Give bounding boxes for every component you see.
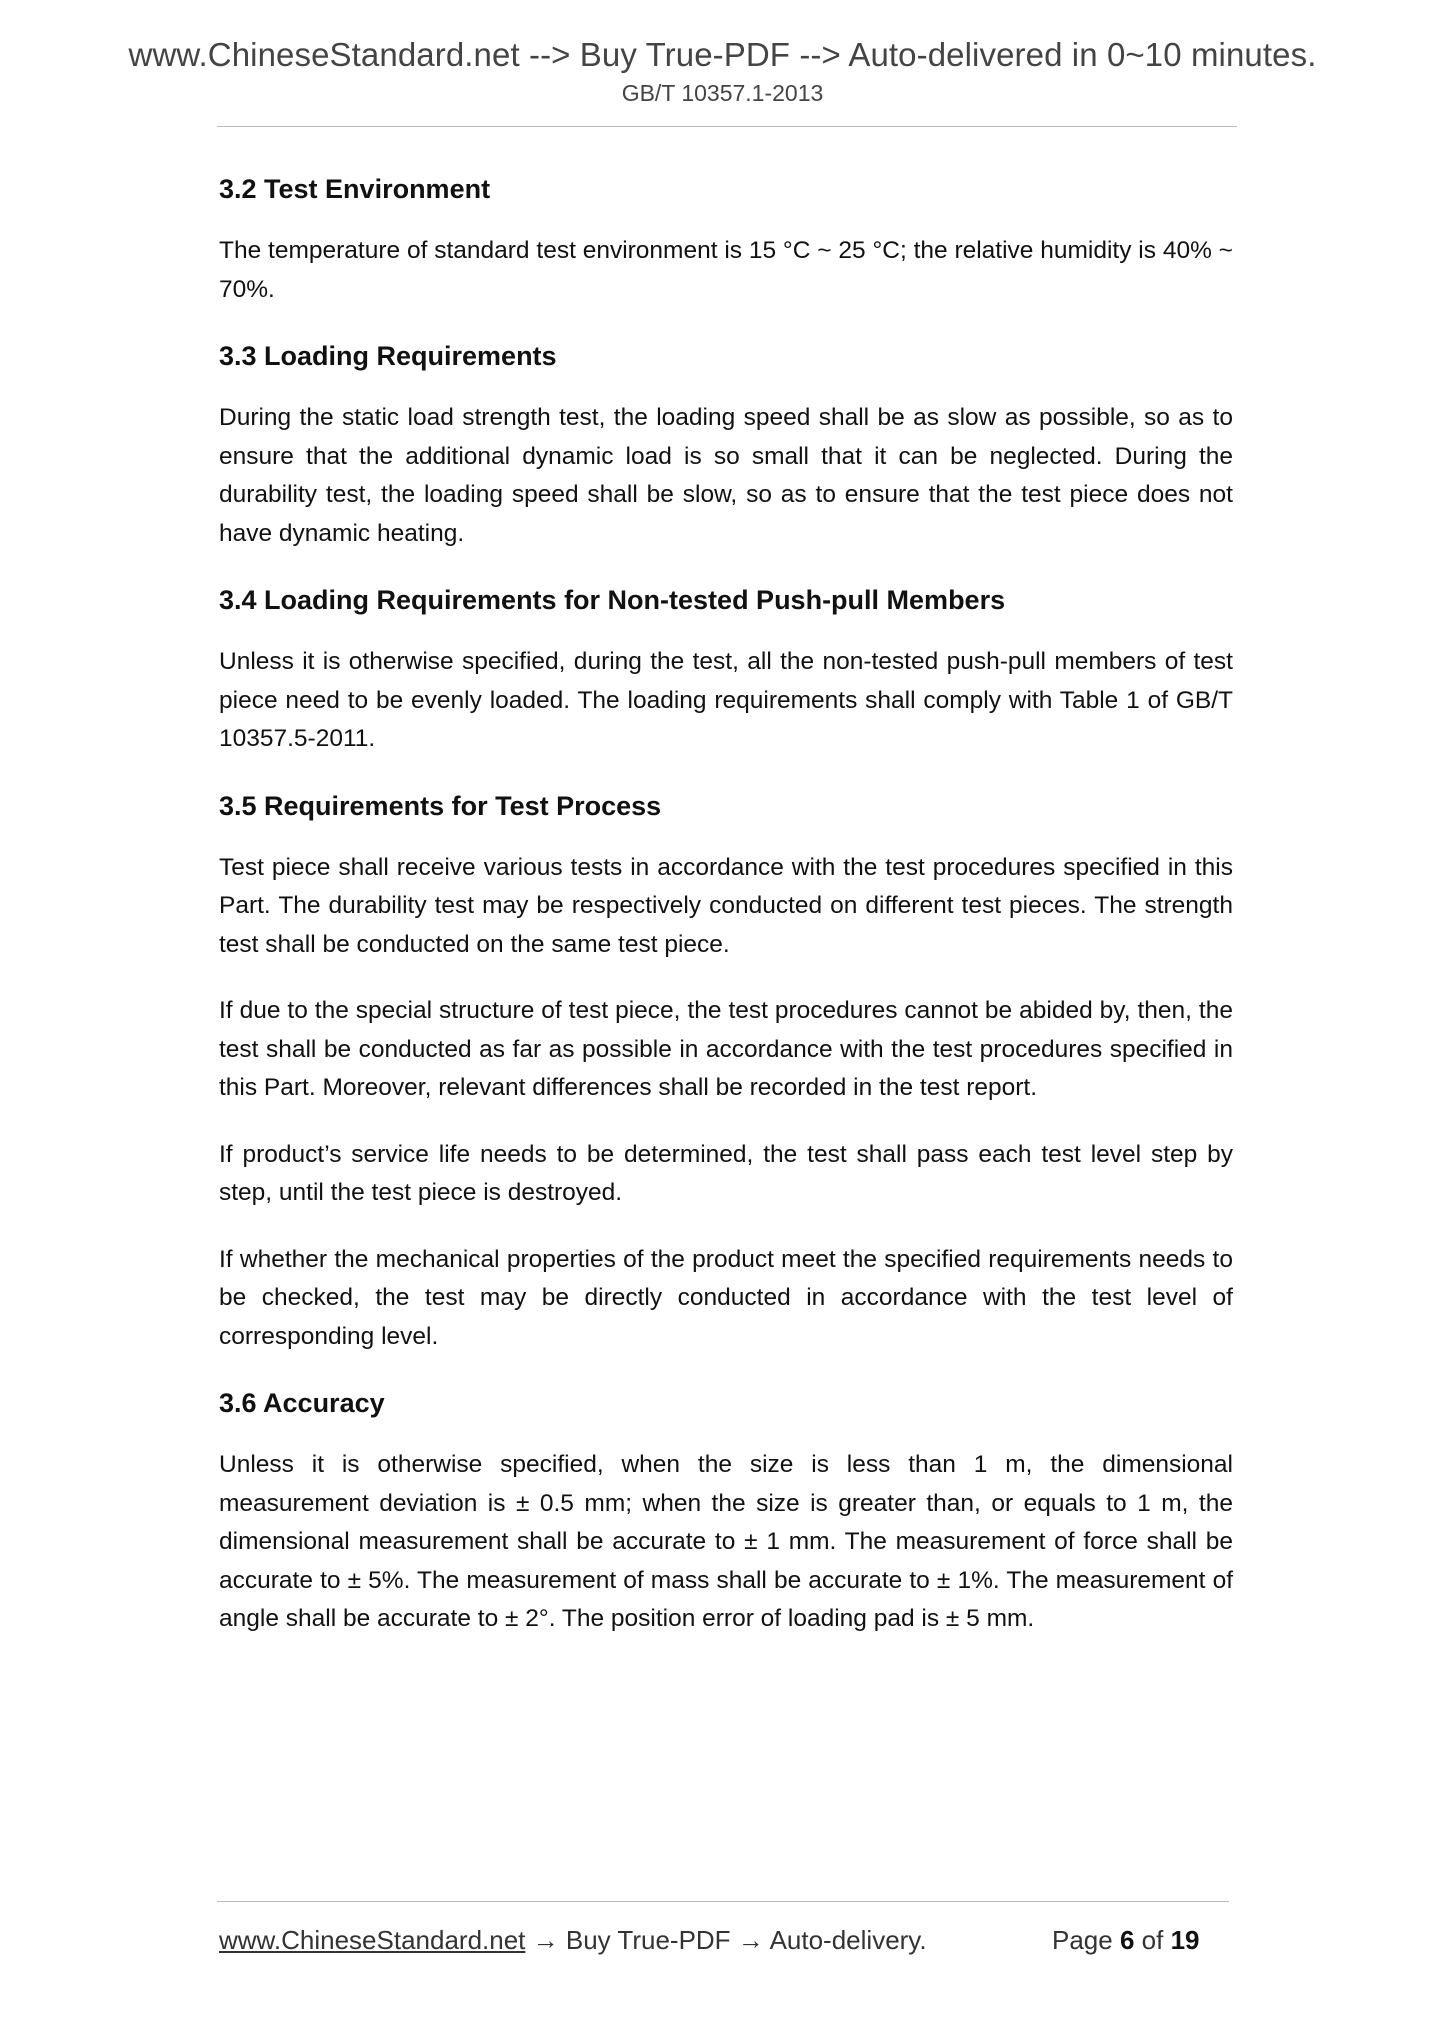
footer-link-text: → Buy True-PDF → Auto-delivery. — [525, 1925, 927, 1955]
paragraph: Test piece shall receive various tests in accordance with the test procedures specified in this Part. The durability test may be respectively conducted on different test pieces. The strength test shall be conducted on the same test piece. — [219, 853, 1233, 958]
paragraph: Unless it is otherwise specified, when the size is less than 1 m, the dimensional measurement deviation is ± 0.5 mm; when the size is greater than, or equals to 1 m, the dimensional measurement shall be accurate to ± 1 mm. The measurement of force shall be accurate to ± 5%. The measurement of mass shall be accurate to ± 1%. The measurement of angle shall be accurate to ± 2°. The position error of loading pad is ± 5 mm. — [219, 1451, 1233, 1632]
header-divider — [217, 126, 1237, 127]
section-test-process — [219, 787, 1233, 1357]
section-heading: 3.4 Loading Requirements for Non-tested Push-pull Members — [219, 585, 1006, 615]
section-heading: 3.2 Test Environment — [219, 174, 491, 204]
section-heading: 3.3 Loading Requirements — [219, 341, 557, 371]
paragraph: If product’s service life needs to be determined, the test shall pass each test level step by step, until the test piece is destroyed. — [219, 1140, 1233, 1206]
paragraph: The temperature of standard test environment is 15 °C ~ 25 °C; the relative humidity is 40% ~ 70%. — [219, 237, 1233, 303]
document-body — [219, 170, 1233, 1667]
paragraph: If due to the special structure of test piece, the test procedures cannot be abided by, then, the test shall be conducted as far as possible in accordance with the test procedures specified in this Part. Moreover, relevant differences shall be recorded in the test report. — [219, 997, 1233, 1101]
section-test-environment — [219, 170, 1233, 309]
section-accuracy — [219, 1384, 1233, 1639]
paragraph: If whether the mechanical properties of the product meet the specified requirements needs to be checked, the test may be directly conducted in accordance with the test level of corresponding level. — [219, 1245, 1233, 1350]
paragraph: During the static load strength test, the loading speed shall be as slow as possible, so as to ensure that the additional dynamic load is so small that it can be neglected. During the durability test, the loading speed shall be slow, so as to ensure that the test piece does not have dynamic heating. — [219, 404, 1233, 547]
section-non-tested-members — [219, 581, 1233, 759]
page-current: 6 — [1119, 1925, 1135, 1955]
header-banner[interactable]: www.ChineseStandard.net --> Buy True-PDF --> Auto-delivered in 0~10 minutes. — [128, 36, 1317, 73]
section-loading-requirements — [219, 337, 1233, 553]
footer-link — [219, 1925, 927, 1956]
footer-divider — [217, 1901, 1229, 1902]
paragraph: Unless it is otherwise specified, during the test, all the non-tested push-pull members of test piece need to be evenly loaded. The loading requirements shall comply with Table 1 of GB/T 10357.5-2011. — [219, 648, 1233, 752]
section-heading: 3.5 Requirements for Test Process — [219, 790, 662, 821]
page-total: 19 — [1170, 1925, 1200, 1955]
page-number — [1052, 1925, 1200, 1956]
footer-site-link[interactable]: www.ChineseStandard.net — [219, 1925, 526, 1955]
document-id: GB/T 10357.1-2013 — [621, 80, 824, 106]
page-label: Page — [1052, 1925, 1113, 1955]
section-heading: 3.6 Accuracy — [219, 1388, 385, 1418]
page-of-label: of — [1141, 1925, 1164, 1955]
